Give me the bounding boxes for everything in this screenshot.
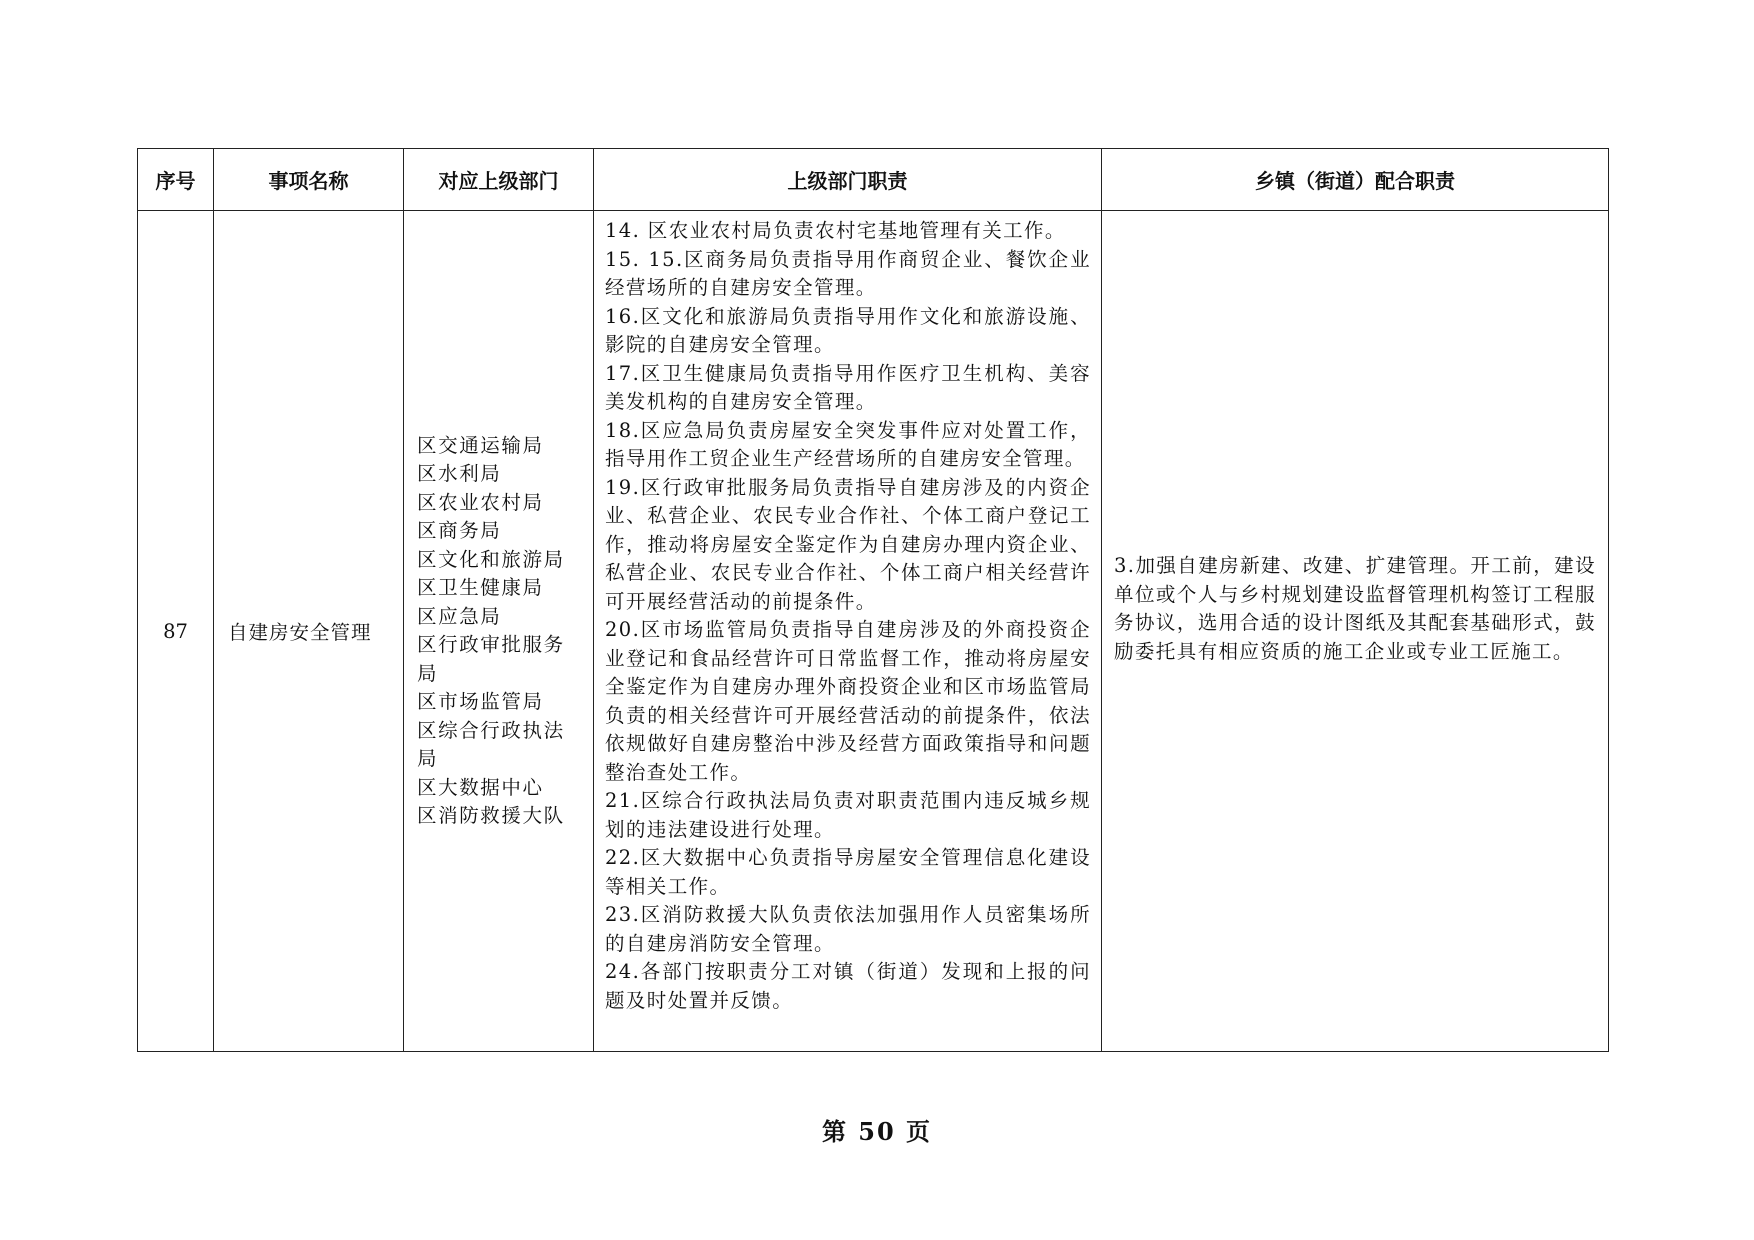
seq-cell: 87 xyxy=(138,211,214,1052)
item-name-cell: 自建房安全管理 xyxy=(214,211,404,1052)
department-item: 区综合行政执法局 xyxy=(417,718,565,770)
duty-item: 24.各部门按职责分工对镇（街道）发现和上报的问题及时处置并反馈。 xyxy=(605,960,1091,1012)
department-item: 区应急局 xyxy=(417,604,502,628)
duty-item: 18.区应急局负责房屋安全突发事件应对处置工作，指导用作工贸企业生产经营场所的自建房安全管理。 xyxy=(605,418,1091,470)
department-item: 区消防救援大队 xyxy=(417,804,565,827)
responsibility-table xyxy=(137,148,1609,1052)
header-superior-duties: 上级部门职责 xyxy=(594,149,1102,211)
duty-item: 15. 15.区商务局负责指导用作商贸企业、餐饮企业经营场所的自建房安全管理。 xyxy=(605,247,1091,299)
department-item: 区文化和旅游局 xyxy=(417,547,565,571)
department-item: 区市场监管局 xyxy=(417,690,544,713)
duty-item: 17.区卫生健康局负责指导用作医疗卫生机构、美容美发机构的自建房安全管理。 xyxy=(605,361,1091,413)
cooperation-text: 3.加强自建房新建、改建、扩建管理。开工前，建设单位或个人与乡村规划建设监督管理机构签订工程服务协议，选用合适的设计图纸及其配套基础形式，鼓励委托具有相应资质的施工企业或专业工匠施工。 xyxy=(1114,554,1596,663)
cooperation-cell xyxy=(1102,211,1609,1052)
duty-item: 20.区市场监管局负责指导自建房涉及的外商投资企业登记和食品经营许可日常监督工作，推动将房屋安全鉴定作为自建房办理外商投资企业和区市场监管局负责的相关经营许可开展经营活动的前提条件，依法依规做好自建房整治中涉及经营方面政策指导和问题整治查处工作。 xyxy=(605,618,1091,784)
department-item: 区交通运输局 xyxy=(417,433,544,457)
header-item-name: 事项名称 xyxy=(214,149,404,211)
header-seq: 序号 xyxy=(138,149,214,211)
duty-item: 22.区大数据中心负责指导房屋安全管理信息化建设等相关工作。 xyxy=(605,846,1091,898)
department-item: 区农业农村局 xyxy=(417,490,544,514)
page-number: 第 50 页 xyxy=(821,1117,933,1146)
duty-item: 19.区行政审批服务局负责指导自建房涉及的内资企业、私营企业、农民专业合作社、个体工商户登记工作，推动将房屋安全鉴定作为自建房办理内资企业、私营企业、农民专业合作社、个体工商户相关经营许可开展经营活动的前提条件。 xyxy=(605,475,1091,613)
duty-item: 16.区文化和旅游局负责指导用作文化和旅游设施、影院的自建房安全管理。 xyxy=(605,304,1091,356)
department-item: 区卫生健康局 xyxy=(417,576,544,599)
department-item: 区商务局 xyxy=(417,519,502,542)
table-header xyxy=(138,149,1609,211)
department-item: 区行政审批服务局 xyxy=(417,633,565,685)
header-township-duties: 乡镇（街道）配合职责 xyxy=(1102,149,1609,211)
departments-cell xyxy=(404,211,594,1052)
duty-item: 21.区综合行政执法局负责对职责范围内违反城乡规划的违法建设进行处理。 xyxy=(605,789,1091,841)
header-row xyxy=(138,149,1609,211)
department-item: 区大数据中心 xyxy=(417,775,544,799)
duties-cell xyxy=(594,211,1102,1052)
duty-item: 23.区消防救援大队负责依法加强用作人员密集场所的自建房消防安全管理。 xyxy=(605,903,1091,955)
department-item: 区水利局 xyxy=(417,462,502,485)
table-row xyxy=(138,211,1609,1052)
header-superior-departments: 对应上级部门 xyxy=(404,149,594,211)
duty-item: 14. 区农业农村局负责农村宅基地管理有关工作。 xyxy=(605,219,1066,242)
